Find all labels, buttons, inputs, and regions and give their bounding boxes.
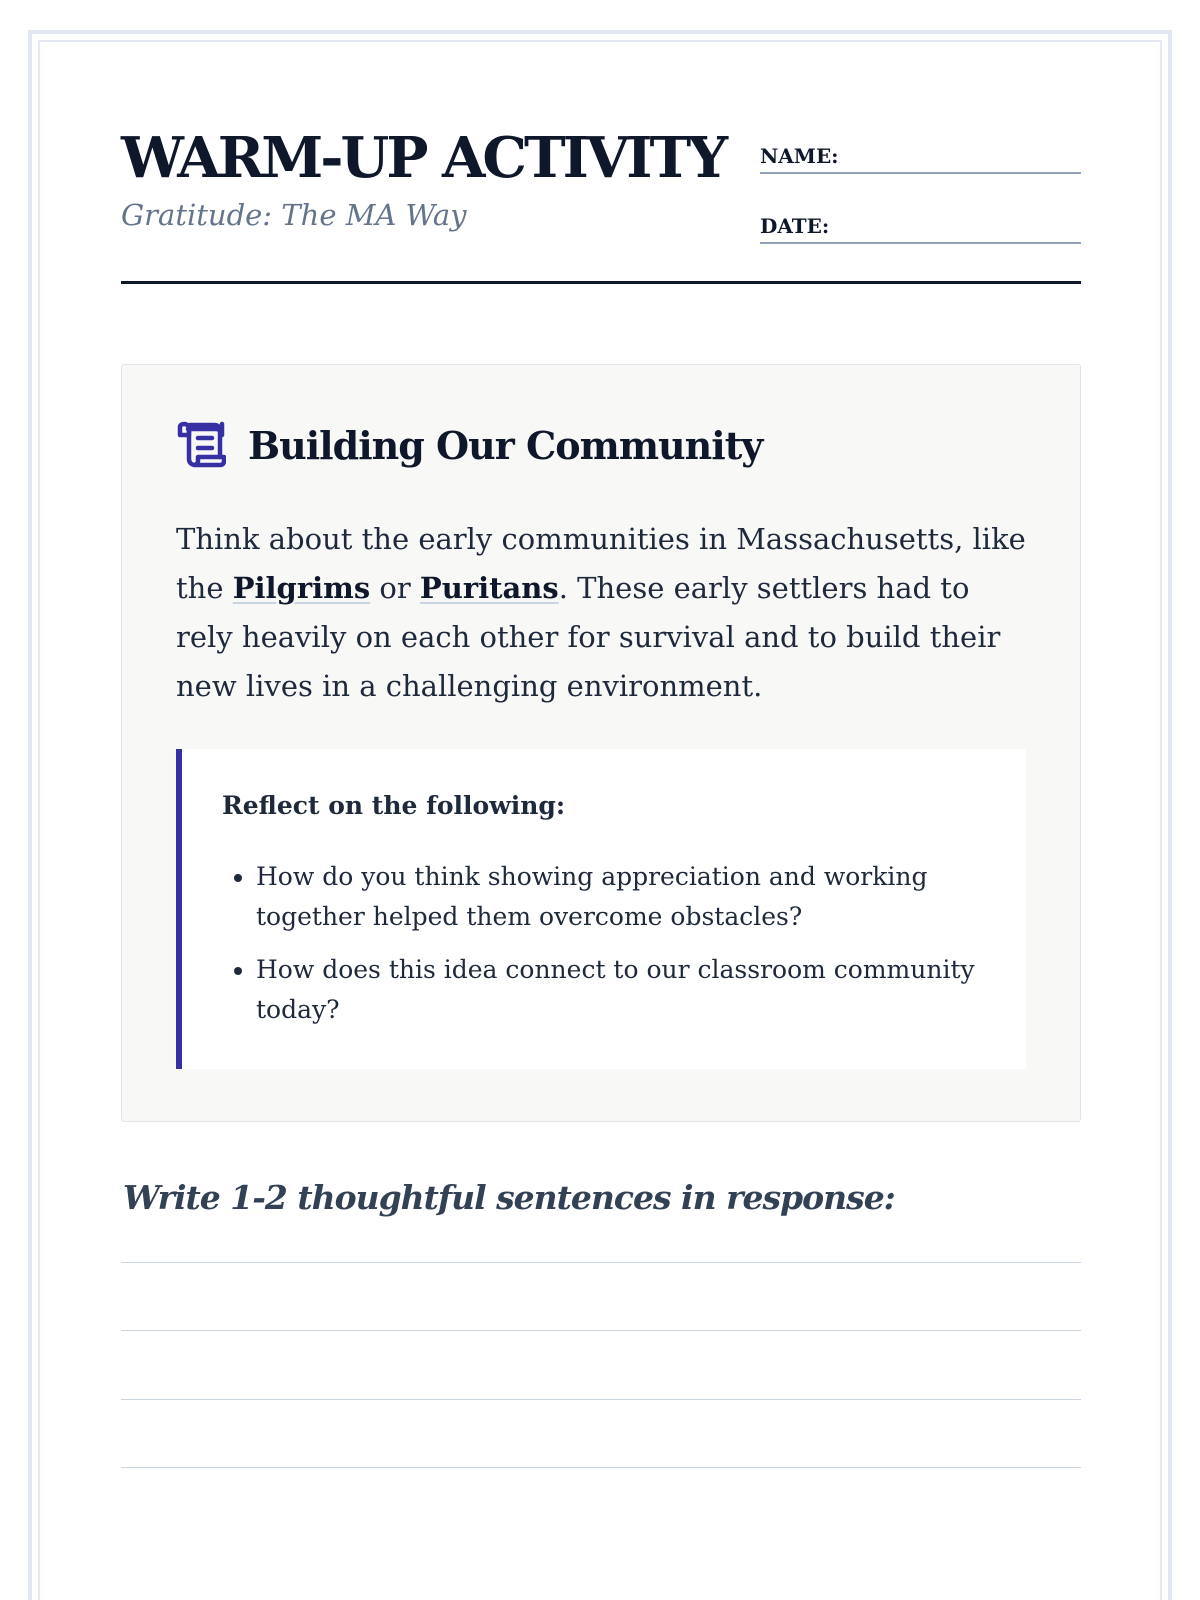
page-subtitle: Gratitude: The MA Way: [121, 198, 467, 232]
response-writing-line[interactable]: [121, 1262, 1081, 1263]
body-text-part: Think about the early communities in Massachusetts, like the: [176, 522, 1026, 605]
reflection-list: [256, 857, 986, 1043]
name-label: NAME:: [760, 144, 839, 168]
card-body-text: [176, 515, 1026, 711]
card-title: Building Our Community: [248, 422, 763, 468]
name-field[interactable]: [760, 130, 1081, 174]
date-field[interactable]: [760, 200, 1081, 244]
term-puritans: Puritans: [419, 571, 559, 605]
worksheet-header: [121, 120, 1081, 284]
reflection-title: Reflect on the following:: [222, 791, 566, 820]
response-prompt: Write 1-2 thoughtful sentences in response:: [123, 1178, 895, 1217]
body-text-part: or: [370, 571, 420, 605]
card-header: [176, 417, 762, 473]
activity-card: [121, 364, 1081, 1122]
body-text-part: . These early settlers had to rely heavily on each other for survival and to build their new lives in a challenging environment.: [176, 571, 1001, 703]
date-label: DATE:: [760, 214, 830, 238]
response-writing-line[interactable]: [121, 1399, 1081, 1400]
page-title: WARM-UP ACTIVITY: [121, 125, 726, 191]
scroll-icon: [176, 421, 226, 469]
term-pilgrims: Pilgrims: [232, 571, 371, 605]
response-writing-line[interactable]: [121, 1330, 1081, 1331]
response-writing-line[interactable]: [121, 1467, 1081, 1468]
reflection-box: [176, 749, 1026, 1069]
reflection-question: • How do you think showing appreciation and working together helped them overcome obstacles?: [256, 857, 986, 937]
reflection-question: • How does this idea connect to our classroom community today?: [256, 950, 986, 1030]
